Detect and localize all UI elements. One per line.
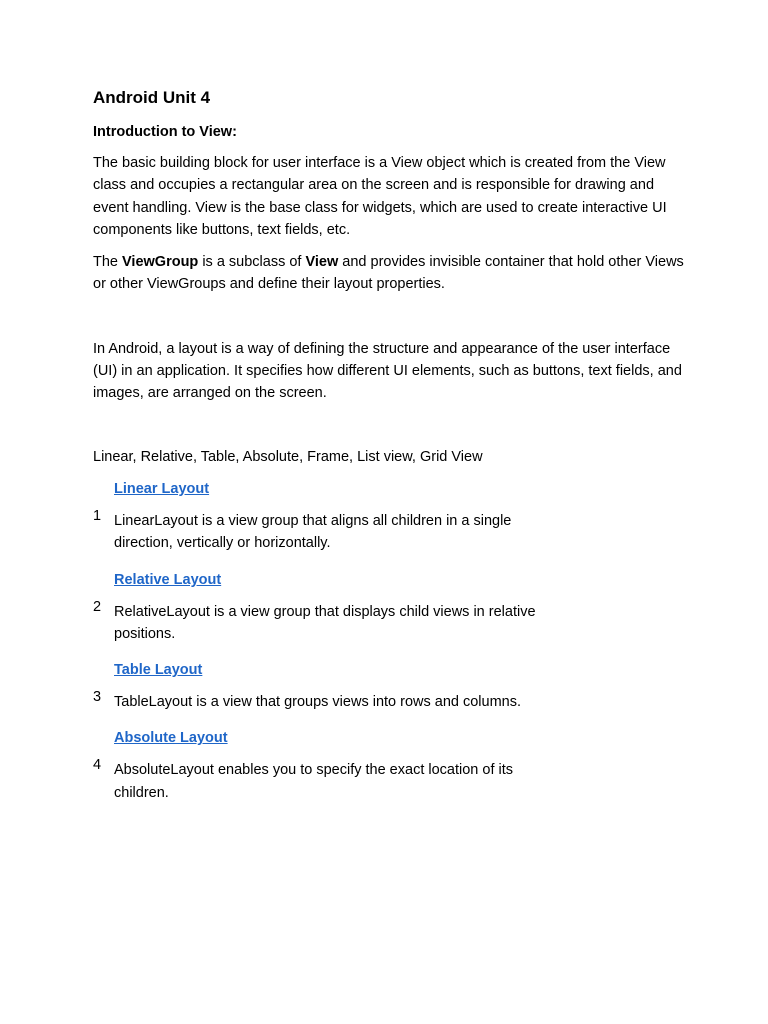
list-number: 2 (93, 598, 102, 615)
list-item (93, 569, 693, 646)
layout-definition-paragraph: In Android, a layout is a way of defining the structure and appearance of the user interface (UI) in an application. It specifies how different UI elements, such as buttons, text fields, and images, are arranged on the screen. (93, 340, 682, 402)
relative-layout-link[interactable]: Relative Layout (114, 571, 222, 588)
list-item-body (93, 598, 554, 646)
document-title: Android Unit 4 (93, 88, 211, 107)
list-description: AbsoluteLayout enables you to specify the exact location of its children. (114, 762, 513, 801)
list-description: RelativeLayout is a view group that displays child views in relative positions. (114, 603, 536, 642)
list-item-body (93, 759, 554, 804)
bold-term-view: View (305, 254, 339, 271)
spacer (93, 306, 693, 338)
list-item (93, 659, 693, 713)
list-description: LinearLayout is a view group that aligns all children in a single direction, vertically or horizontally. (114, 512, 512, 552)
list-item-body (93, 507, 554, 555)
list-item-body (93, 691, 554, 713)
layout-list (93, 478, 693, 804)
text-run: and provides invisible container that hold other Views or other ViewGroups and define their layout properties. (93, 254, 684, 293)
absolute-layout-link[interactable]: Absolute Layout (114, 730, 228, 747)
text-run: The (93, 254, 123, 271)
list-number: 4 (93, 757, 102, 774)
view-intro-paragraph: The basic building block for user interface is a View object which is created from the View class and occupies a rectangular area on the screen and is responsible for drawing and event handling. View is the base class for widgets, which are used to create interactive UI components like buttons, text fields, etc. (93, 155, 667, 238)
section-heading: Introduction to View: (93, 124, 237, 140)
bold-term-viewgroup: ViewGroup (122, 254, 199, 271)
spacer (93, 415, 693, 446)
table-layout-link[interactable]: Table Layout (114, 662, 203, 679)
list-item (93, 727, 693, 804)
list-description: TableLayout is a view that groups views into rows and columns. (114, 694, 522, 711)
linear-layout-link[interactable]: Linear Layout (114, 480, 210, 497)
list-number: 3 (93, 689, 102, 706)
document-page (93, 86, 693, 818)
list-item (93, 478, 693, 555)
viewgroup-paragraph (93, 251, 693, 296)
layout-types-line: Linear, Relative, Table, Absolute, Frame, List view, Grid View (93, 448, 483, 465)
list-number: 1 (93, 507, 102, 524)
text-run: is a subclass of (198, 254, 306, 271)
